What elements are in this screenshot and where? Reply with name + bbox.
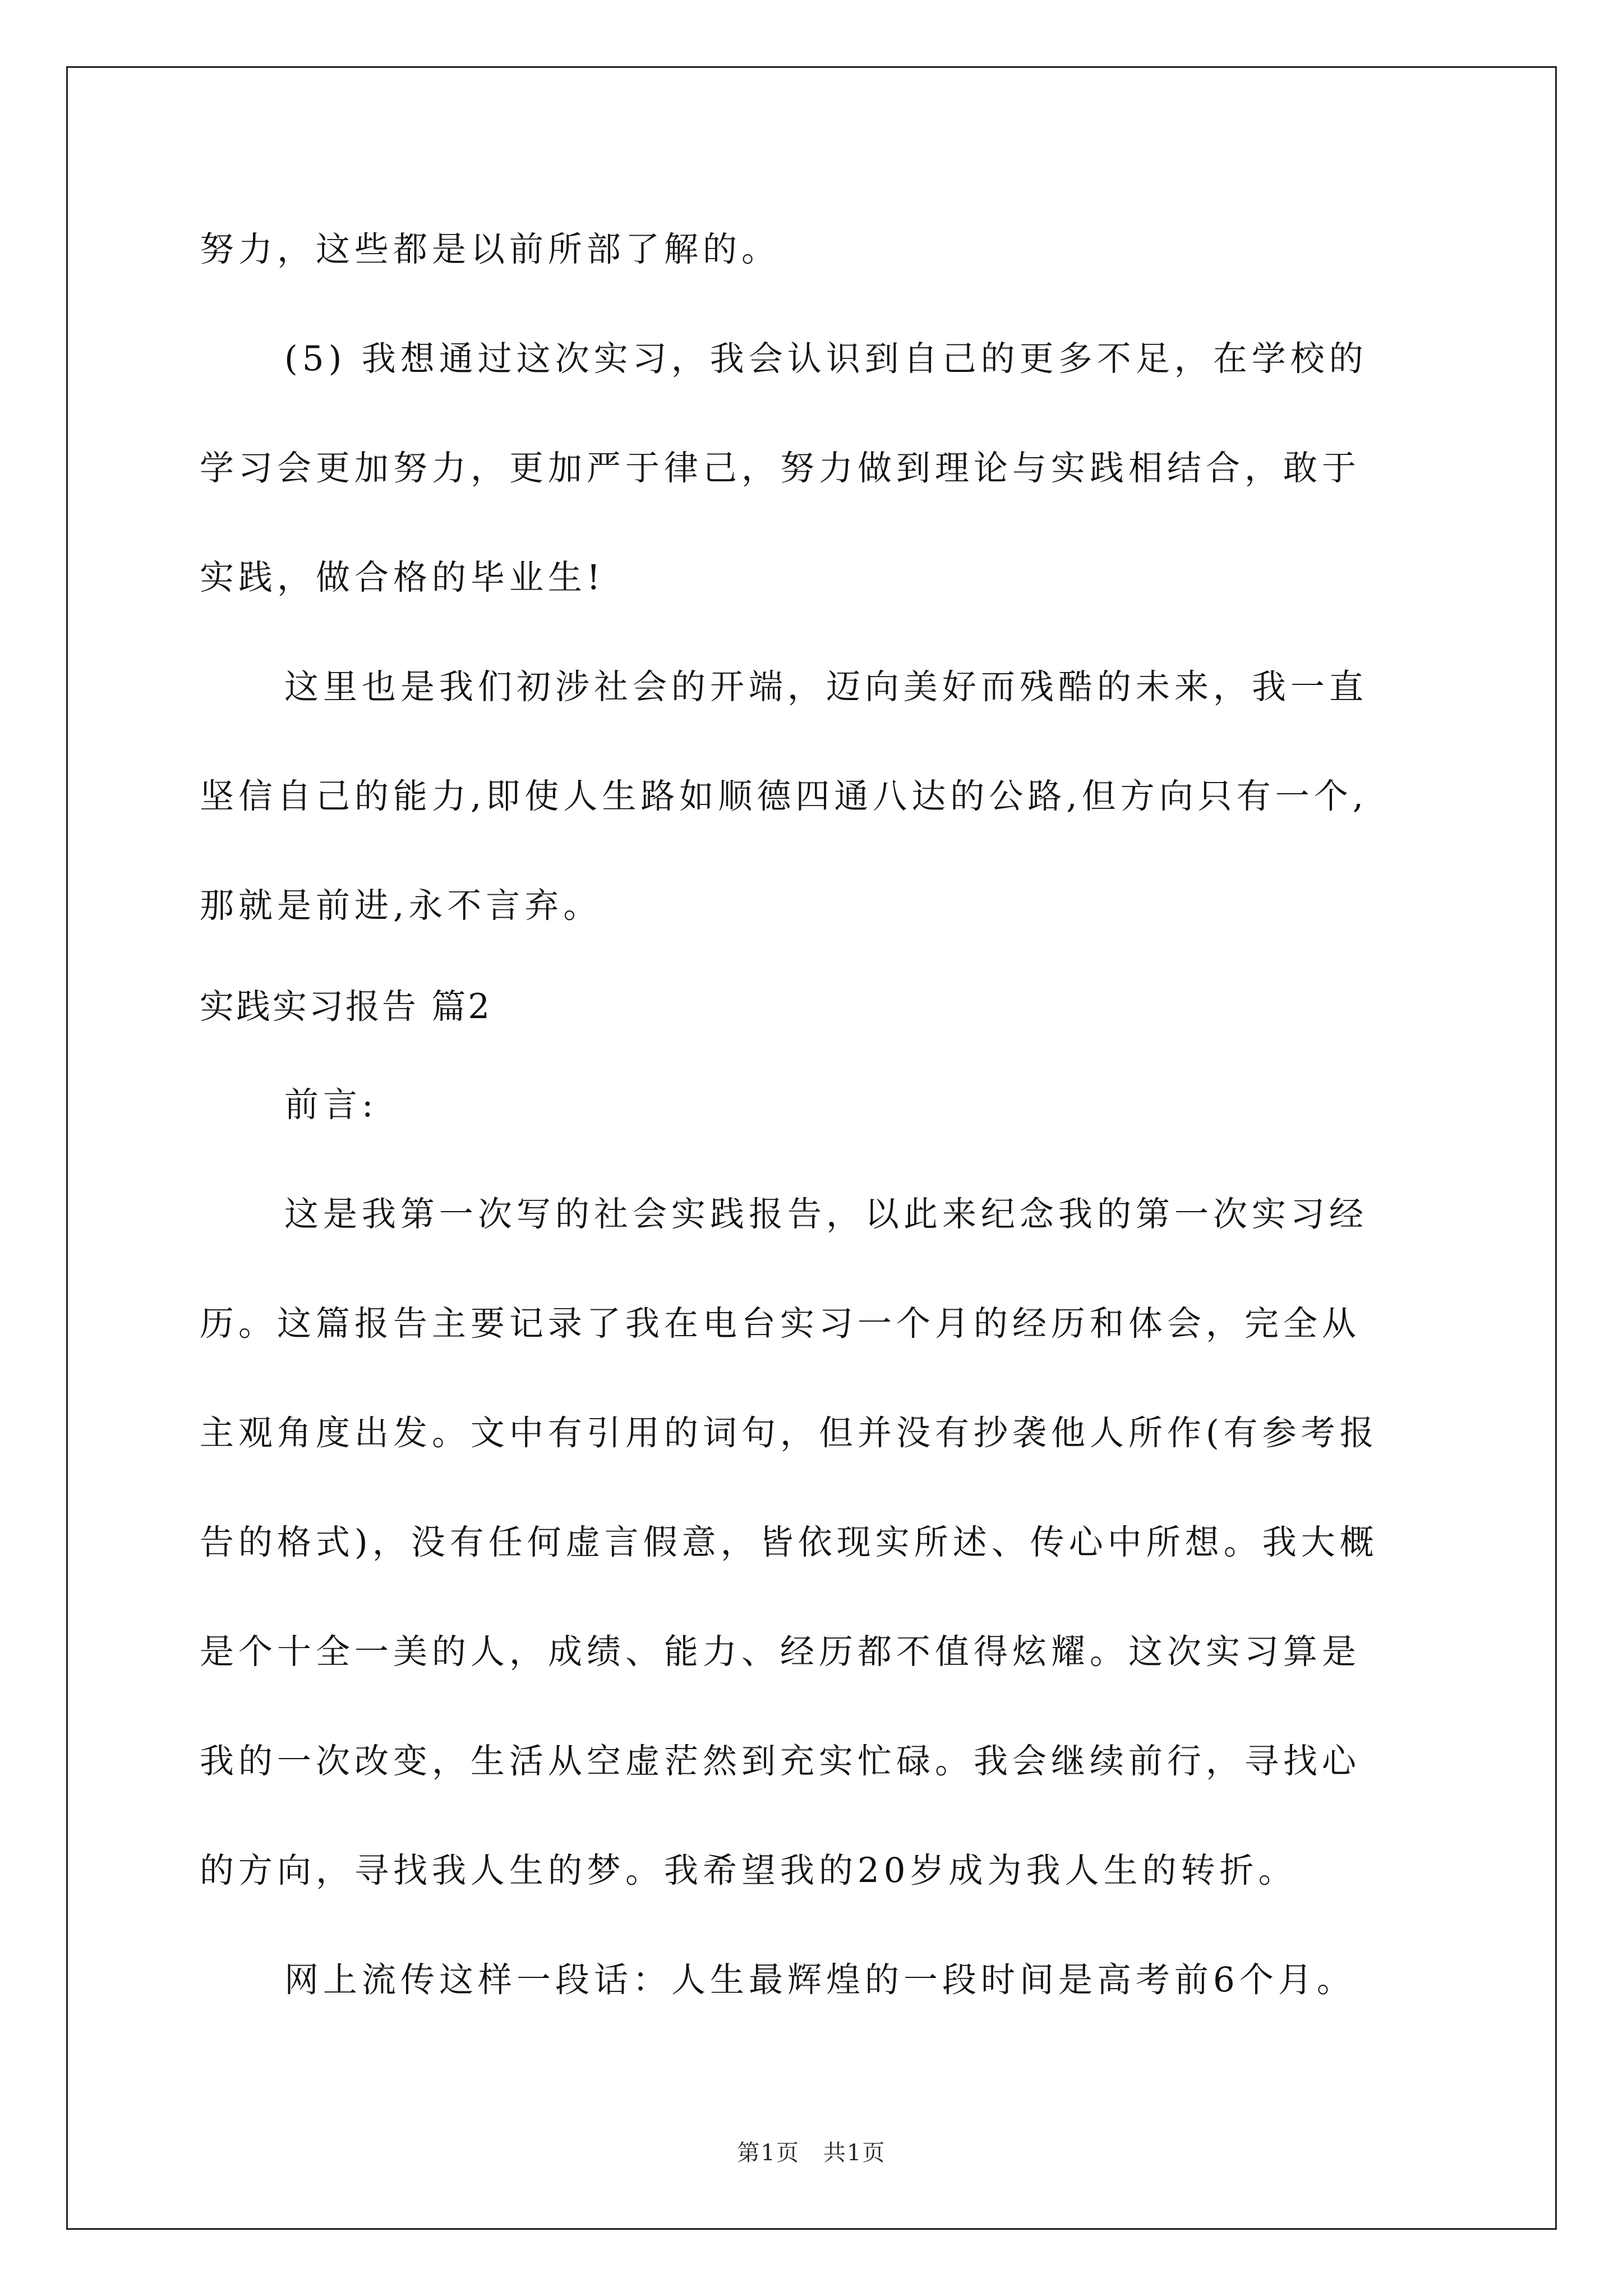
paragraph-2-line-2: 学习会更加努力，更加严于律己，努力做到理论与实践相结合，敢于	[200, 448, 1361, 488]
paragraph-6-line-4: 告的格式)，没有任何虚言假意，皆依现实所述、传心中所想。我大概	[200, 1522, 1378, 1562]
preface-label: 前言:	[284, 1085, 378, 1125]
paragraph-3-line-3: 那就是前进,永不言弃。	[200, 886, 602, 926]
paragraph-6-line-2: 历。这篇报告主要记录了我在电台实习一个月的经历和体会，完全从	[200, 1304, 1361, 1343]
paragraph-7-line-1: 网上流传这样一段话：人生最辉煌的一段时间是高考前6个月。	[284, 1960, 1355, 2000]
paragraph-1-line-1: 努力，这些都是以前所部了解的。	[200, 229, 781, 269]
page-footer: 第1页 共1页	[737, 2140, 886, 2166]
paragraph-3-line-2: 坚信自己的能力,即使人生路如顺德四通八达的公路,但方向只有一个,	[200, 776, 1368, 816]
paragraph-2-line-3: 实践，做合格的毕业生!	[200, 558, 605, 597]
section-heading: 实践实习报告 篇2	[200, 987, 492, 1027]
page-border	[66, 66, 1557, 2230]
paragraph-6-line-5: 是个十全一美的人，成绩、能力、经历都不值得炫耀。这次实习算是	[200, 1632, 1361, 1672]
paragraph-6-line-3: 主观角度出发。文中有引用的词句，但并没有抄袭他人所作(有参考报	[200, 1413, 1378, 1453]
paragraph-2-line-1: (5) 我想通过这次实习，我会认识到自己的更多不足，在学校的	[284, 339, 1368, 379]
paragraph-6-line-1: 这是我第一次写的社会实践报告，以此来纪念我的第一次实习经	[284, 1194, 1368, 1234]
paragraph-6-line-6: 我的一次改变，生活从空虚茫然到充实忙碌。我会继续前行，寻找心	[200, 1741, 1361, 1781]
paragraph-6-line-7: 的方向，寻找我人生的梦。我希望我的20岁成为我人生的转折。	[200, 1851, 1297, 1890]
paragraph-3-line-1: 这里也是我们初涉社会的开端，迈向美好而残酷的未来，我一直	[284, 667, 1368, 707]
